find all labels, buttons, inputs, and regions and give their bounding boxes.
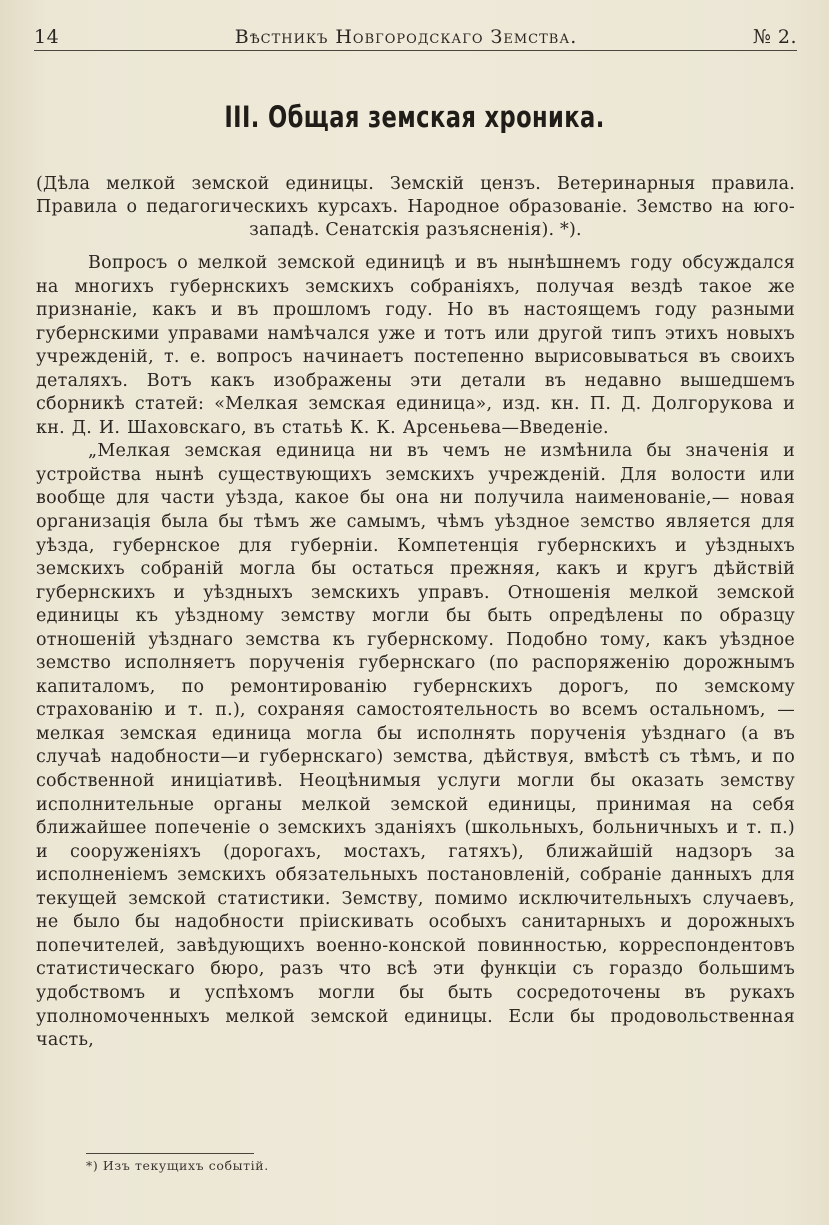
running-header: [34, 18, 797, 48]
footnote-rule: [86, 1153, 254, 1154]
page-number: 14: [34, 26, 60, 48]
journal-title: Вѣстникъ Новгородскаго Земства.: [234, 26, 578, 48]
footnote: *) Изъ текущихъ событій.: [86, 1158, 269, 1173]
paragraph: „Мелкая земская единица ни въ чемъ не измѣнила бы значенія и устройства нынѣ существующихъ земскихъ учрежденій. Для волости или вообще для части уѣзда, какое бы она ни получила наименованіе,— новая организація была бы тѣмъ же самымъ, чѣмъ уѣздное земство является для уѣзда, губернское для губерніи. Компетенція губернскихъ и уѣздныхъ земскихъ собраній могла бы остаться прежняя, какъ и кругъ дѣйствій губернскихъ и уѣздныхъ земскихъ управъ. Отношенія мелкой земской единицы къ уѣздному земству могли бы быть опредѣлены по образцу отношеній уѣзднаго земства къ губернскому. Подобно тому, какъ уѣздное земство исполняетъ порученія губернскаго (по распоряженію дорожнымъ капиталомъ, по ремонтированію губернскихъ дорогъ, по земскому страхованію и т. п.), сохраняя самостоятельность во всемъ остальномъ, — мелкая земская единица могла бы исполнять порученія уѣзднаго (а въ случаѣ надобности—и губернскаго) земства, дѣйствуя, вмѣстѣ съ тѣмъ, и по собственной иниціативѣ. Неоцѣнимыя услуги могли бы оказать земству исполнительные органы мелкой земской единицы, принимая на себя ближайшее попеченіе о земскихъ зданіяхъ (школьныхъ, больничныхъ и т. п.) и сооруженіяхъ (дорогахъ, мостахъ, гатяхъ), ближайшій надзоръ за исполненіемъ земскихъ обязательныхъ постановленій, собраніе данныхъ для текущей земской статистики. Земству, помимо исключительныхъ случаевъ, не было бы надобности пріискивать особыхъ санитарныхъ и дорожныхъ попечителей, завѣдующихъ военно-конской повинностью, корреспондентовъ статистическаго бюро, разъ что всѣ эти функціи съ гораздо большимъ удобствомъ и успѣхомъ могли бы быть сосредоточены въ рукахъ уполномоченныхъ мелкой земской единицы. Если бы продовольственная часть,: [36, 441, 795, 1051]
section-title: III. Общая земская хроника.: [224, 100, 605, 134]
paragraph: Вопросъ о мелкой земской единицѣ и въ нынѣшнемъ году обсуждался на многихъ губернскихъ земскихъ собраніяхъ, получая вездѣ такое же признаніе, какъ и въ прошломъ году. Но въ настоящемъ году разными губернскими управами намѣчался уже и тотъ или другой типъ этихъ новыхъ учрежденій, т. е. вопросъ начинаетъ постепенно вырисовываться въ своихъ деталяхъ. Вотъ какъ изображены эти детали въ недавно вышедшемъ сборникѣ статей: «Мелкая земская единица», изд. кн. П. Д. Долгорукова и кн. Д. И. Шаховскаго, въ статьѣ К. К. Арсеньева—Введеніе.: [36, 253, 795, 438]
section-subtitle: (Дѣла мелкой земской единицы. Земскій цензъ. Ветеринарныя правила. Правила о педагогическихъ курсахъ. Народное образованіе. Земство на юго-западѣ. Сенатскія разъясненія). *).: [36, 174, 795, 240]
article-body: [36, 252, 795, 1053]
header-rule: [34, 50, 797, 51]
issue-number: № 2.: [752, 26, 797, 48]
